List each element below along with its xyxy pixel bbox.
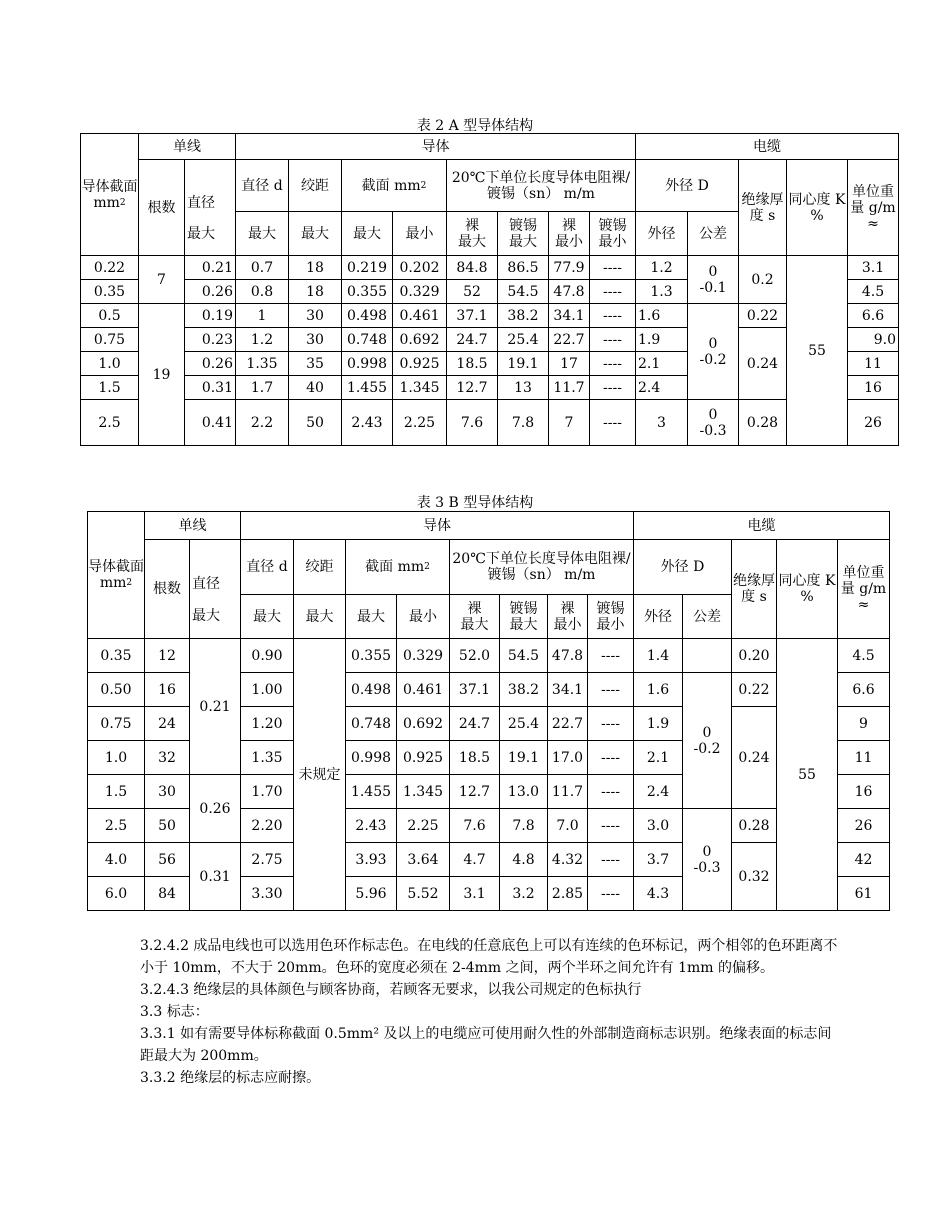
- table-cell: 52: [447, 280, 498, 304]
- table-cell: 0 -0.2: [683, 673, 732, 809]
- table-cell: 2.1: [636, 352, 688, 376]
- header-bare-max: 裸 最大: [450, 595, 500, 639]
- table-cell: ----: [588, 639, 634, 673]
- table-cell: 77.9: [549, 256, 590, 280]
- table-cell: 50: [145, 809, 190, 843]
- table-cell: 16: [848, 376, 899, 400]
- table-cell: 6.0: [88, 877, 145, 911]
- table-cell: 1.7: [236, 376, 289, 400]
- table-cell: 7.8: [498, 400, 549, 446]
- table-cell: 0.21: [185, 256, 236, 280]
- table2-caption: 表 2 A 型导体结构: [416, 118, 534, 134]
- table-cell: 86.5: [498, 256, 549, 280]
- table-cell: 24.7: [450, 707, 500, 741]
- header-insulation: 绝缘厚度 s: [739, 160, 787, 256]
- table-cell: 18.5: [447, 352, 498, 376]
- table-cell: 3.2: [500, 877, 548, 911]
- table-cell: 1.455: [346, 775, 397, 809]
- table-cell: 3.1: [848, 256, 899, 280]
- header-max: 最大: [236, 212, 289, 256]
- table-cell: 0.41: [185, 400, 236, 446]
- table-cell: 2.25: [397, 809, 450, 843]
- table-cell: 18.5: [450, 741, 500, 775]
- table-cell: 0.32: [732, 843, 777, 911]
- table-cell: 13.0: [500, 775, 548, 809]
- header-area: 截面 $mm^2$: [346, 540, 450, 595]
- table-cell: 1.35: [236, 352, 289, 376]
- table-cell: 0.35: [88, 639, 145, 673]
- table-cell: ----: [588, 843, 634, 877]
- header-bare-max: 裸 最大: [447, 212, 498, 256]
- header-min: 最小: [393, 212, 447, 256]
- table-cell: 0.219: [342, 256, 393, 280]
- table-cell: ----: [590, 280, 636, 304]
- table-cell: 9: [838, 707, 890, 741]
- table-cell: 5.96: [346, 877, 397, 911]
- table-cell: 56: [145, 843, 190, 877]
- header-area: 截面 $mm^2$: [342, 160, 447, 212]
- paragraph-3-2-4-3: 3.2.4.3 绝缘层的具体颜色与顾客协商，若顾客无要求，以我公司规定的色标执行: [140, 982, 642, 998]
- paragraph-3-2-4-2: 3.2.4.2 成品电线也可以选用色环作标志色。在电线的任意底色上可以有连续的色环标记，两个相邻的色环距离不小于 10mm，不大于 20mm。色环的宽度必须在 2-4mm 之间，两个半环之间允许有 1mm 的偏移。: [140, 938, 838, 976]
- table-cell: ----: [590, 256, 636, 280]
- table-cell: 1.35: [241, 741, 294, 775]
- header-diameter: 直径 最大: [185, 160, 236, 256]
- header-cable: 电缆: [634, 512, 890, 540]
- table-cell: 1.3: [636, 280, 688, 304]
- header-conductor: 导体: [236, 134, 636, 160]
- table-cell: 0.22: [81, 256, 139, 280]
- table-cell: 2.43: [342, 400, 393, 446]
- table-cell: 0.498: [342, 304, 393, 328]
- table-cell: 0.692: [393, 328, 447, 352]
- header-single-wire: 单线: [139, 134, 236, 160]
- table-cell: 1.00: [241, 673, 294, 707]
- table-cell: 42: [838, 843, 890, 877]
- table-cell: 17.0: [548, 741, 588, 775]
- table-cell: 2.75: [241, 843, 294, 877]
- table-cell: 55: [777, 639, 838, 911]
- table-cell: 12.7: [447, 376, 498, 400]
- table-cell: 26: [838, 809, 890, 843]
- table-cell: 2.5: [88, 809, 145, 843]
- table-cell: 19: [139, 304, 185, 446]
- table-cell: 7.6: [447, 400, 498, 446]
- paragraph-3-3-2: 3.3.2 绝缘层的标志应耐擦。: [140, 1070, 321, 1086]
- table-cell: 30: [289, 328, 342, 352]
- table-cell: 1.9: [634, 707, 683, 741]
- table-cell: 1.345: [393, 376, 447, 400]
- table-cell: 11: [848, 352, 899, 376]
- table-cell: 1.5: [81, 376, 139, 400]
- table-cell: 0 -0.3: [688, 400, 739, 446]
- table-cell: 0.28: [732, 809, 777, 843]
- table-cell: 1.6: [634, 673, 683, 707]
- table-cell: 0.461: [393, 304, 447, 328]
- table-cell: 16: [838, 775, 890, 809]
- header-diam-d: 直径 d: [236, 160, 289, 212]
- table-cell: 4.8: [500, 843, 548, 877]
- table-cell: ----: [590, 352, 636, 376]
- table-cell: ----: [590, 304, 636, 328]
- table-cell: 0.8: [236, 280, 289, 304]
- table-cell: 0 -0.3: [683, 809, 732, 911]
- header-insulation: 绝缘厚度 s: [732, 540, 777, 639]
- table-cell: 54.5: [500, 639, 548, 673]
- table-cell: 61: [838, 877, 890, 911]
- table-cell: 3: [636, 400, 688, 446]
- table-cell: 12: [145, 639, 190, 673]
- table-cell: 7: [139, 256, 185, 304]
- table-cell: 2.20: [241, 809, 294, 843]
- table-cell: 17: [549, 352, 590, 376]
- table-cell: 0.925: [393, 352, 447, 376]
- table-cell: 55: [787, 256, 848, 446]
- header-bare-min: 裸 最小: [548, 595, 588, 639]
- header-max: 最大: [342, 212, 393, 256]
- table-cell: 4.3: [634, 877, 683, 911]
- header-outer: 外径: [634, 595, 683, 639]
- table-cell: 7.6: [450, 809, 500, 843]
- header-max: 最大: [346, 595, 397, 639]
- table-cell: 0.355: [342, 280, 393, 304]
- table-cell: 0.329: [397, 639, 450, 673]
- header-resistance: 20℃下单位长度导体电阻裸/镀锡（sn） m/m: [450, 540, 634, 595]
- header-concentric: 同心度 K %: [777, 540, 838, 639]
- table-cell: 2.4: [636, 376, 688, 400]
- header-bare-min: 裸 最小: [549, 212, 590, 256]
- table-cell: 3.0: [634, 809, 683, 843]
- header-tinned-min: 镀锡 最小: [588, 595, 634, 639]
- table3-caption: 表 3 B 型导体结构: [416, 495, 534, 511]
- table-cell: 38.2: [498, 304, 549, 328]
- table-cell: 0.925: [397, 741, 450, 775]
- table-cell: 30: [145, 775, 190, 809]
- table-cell: ----: [588, 707, 634, 741]
- table-cell: 0.998: [346, 741, 397, 775]
- table-cell: 25.4: [500, 707, 548, 741]
- header-tinned-max: 镀锡 最大: [498, 212, 549, 256]
- table-cell: ----: [588, 741, 634, 775]
- table-cell: 3.1: [450, 877, 500, 911]
- table-cell: 25.4: [498, 328, 549, 352]
- paragraph-3-3: 3.3 标志：: [140, 1004, 209, 1020]
- table-cell: 52.0: [450, 639, 500, 673]
- table-cell: 0.498: [346, 673, 397, 707]
- table-cell: 19.1: [500, 741, 548, 775]
- table-cell: 12.7: [450, 775, 500, 809]
- table-cell: 0.26: [190, 775, 241, 843]
- table-cell: 4.5: [848, 280, 899, 304]
- table2: [80, 133, 899, 446]
- table-cell: ----: [590, 400, 636, 446]
- header-outer: 外径: [636, 212, 688, 256]
- table-cell: 11: [838, 741, 890, 775]
- table-cell: ----: [588, 809, 634, 843]
- table-cell: 34.1: [548, 673, 588, 707]
- table-cell: 54.5: [498, 280, 549, 304]
- header-outer-d: 外径 D: [636, 160, 739, 212]
- header-weight: 单位重量 g/m ≈: [848, 160, 899, 256]
- table-cell: 6.6: [838, 673, 890, 707]
- table-cell: 4.7: [450, 843, 500, 877]
- table-cell: 0.22: [732, 673, 777, 707]
- table-cell: 18: [289, 256, 342, 280]
- table-cell: 7: [549, 400, 590, 446]
- table-cell: 1.2: [636, 256, 688, 280]
- table-cell: 84: [145, 877, 190, 911]
- table-cell: 1.0: [81, 352, 139, 376]
- table-cell: 1.0: [88, 741, 145, 775]
- table-cell: 4.5: [838, 639, 890, 673]
- table-cell: 3.7: [634, 843, 683, 877]
- table-cell: 0.5: [81, 304, 139, 328]
- table-cell: 24.7: [447, 328, 498, 352]
- table-cell: 2.85: [548, 877, 588, 911]
- table-cell: 7.8: [500, 809, 548, 843]
- table-cell: 84.8: [447, 256, 498, 280]
- table-cell: 2.43: [346, 809, 397, 843]
- header-tolerance: 公差: [683, 595, 732, 639]
- table-cell: ----: [588, 877, 634, 911]
- table-cell: 0.20: [732, 639, 777, 673]
- table-cell: 1.70: [241, 775, 294, 809]
- table-cell: 0.24: [739, 328, 787, 400]
- table-cell: 0.692: [397, 707, 450, 741]
- table-cell: ----: [590, 328, 636, 352]
- header-section: 导体截面 $mm^2$: [88, 512, 145, 639]
- table-cell: 37.1: [450, 673, 500, 707]
- table-cell: 0.2: [739, 256, 787, 304]
- table-cell: 0.26: [185, 352, 236, 376]
- table-cell: 47.8: [549, 280, 590, 304]
- body-text: [140, 935, 840, 1089]
- header-tinned-min: 镀锡 最小: [590, 212, 636, 256]
- table-cell: 0.26: [185, 280, 236, 304]
- table-cell: 2.4: [634, 775, 683, 809]
- table-cell: 1: [236, 304, 289, 328]
- table-cell: 4.0: [88, 843, 145, 877]
- table-cell: 1.20: [241, 707, 294, 741]
- table-cell: 0.355: [346, 639, 397, 673]
- table-cell: 未规定: [294, 639, 346, 911]
- table-cell: ----: [590, 376, 636, 400]
- table-cell: 34.1: [549, 304, 590, 328]
- table-cell: ----: [588, 775, 634, 809]
- header-tolerance: 公差: [688, 212, 739, 256]
- header-max: 最大: [289, 212, 342, 256]
- table-cell: 37.1: [447, 304, 498, 328]
- table-cell: 26: [848, 400, 899, 446]
- table-cell: 0.21: [190, 639, 241, 775]
- table-cell: 3.93: [346, 843, 397, 877]
- table-cell: 0.75: [81, 328, 139, 352]
- table-cell: 0.23: [185, 328, 236, 352]
- table-cell: 2.1: [634, 741, 683, 775]
- table-cell: 0.75: [88, 707, 145, 741]
- table-cell: 0.748: [346, 707, 397, 741]
- table-cell: 0.998: [342, 352, 393, 376]
- table-cell: 30: [289, 304, 342, 328]
- table-cell: 1.5: [88, 775, 145, 809]
- table-cell: 0.28: [739, 400, 787, 446]
- table-cell: 1.345: [397, 775, 450, 809]
- paragraph-3-3-1: 3.3.1 如有需要导体标称截面 0.5mm² 及以上的电缆应可使用耐久性的外部制造商标志识别。绝缘表面的标志间距最大为 200mm。: [140, 1026, 832, 1064]
- table-cell: 0.35: [81, 280, 139, 304]
- table-cell: 0.202: [393, 256, 447, 280]
- table-cell: 38.2: [500, 673, 548, 707]
- header-conductor: 导体: [241, 512, 634, 540]
- header-cable: 电缆: [636, 134, 899, 160]
- header-max: 最大: [294, 595, 346, 639]
- header-diameter: 直径 最大: [190, 540, 241, 639]
- table-cell: 32: [145, 741, 190, 775]
- table-cell: 50: [289, 400, 342, 446]
- table-cell: 1.455: [342, 376, 393, 400]
- header-weight: 单位重量 g/m ≈: [838, 540, 890, 639]
- table-cell: 13: [498, 376, 549, 400]
- table-cell: 35: [289, 352, 342, 376]
- table-cell: 0.24: [732, 707, 777, 809]
- header-count: 根数: [139, 160, 185, 256]
- table-cell: 22.7: [549, 328, 590, 352]
- header-diam-d: 直径 d: [241, 540, 294, 595]
- table-cell: 5.52: [397, 877, 450, 911]
- header-lay: 绞距: [289, 160, 342, 212]
- header-section: 导体截面 $mm^2$: [81, 134, 139, 256]
- table-cell: 19.1: [498, 352, 549, 376]
- table-cell: 24: [145, 707, 190, 741]
- table-cell: 0.461: [397, 673, 450, 707]
- table-cell: 3.30: [241, 877, 294, 911]
- table-cell: 11.7: [549, 376, 590, 400]
- table-cell: 18: [289, 280, 342, 304]
- header-tinned-max: 镀锡 最大: [500, 595, 548, 639]
- table-cell: 2.5: [81, 400, 139, 446]
- header-min: 最小: [397, 595, 450, 639]
- table-cell: 0.22: [739, 304, 787, 328]
- table-cell: 0 -0.2: [688, 304, 739, 400]
- header-outer-d: 外径 D: [634, 540, 732, 595]
- table-cell: 0.19: [185, 304, 236, 328]
- table-cell: 0.748: [342, 328, 393, 352]
- table-cell: 0.7: [236, 256, 289, 280]
- header-count: 根数: [145, 540, 190, 639]
- header-lay: 绞距: [294, 540, 346, 595]
- table-cell: 9.0: [848, 328, 899, 352]
- table-cell: 22.7: [548, 707, 588, 741]
- table3: [87, 511, 890, 911]
- table-cell: 0.50: [88, 673, 145, 707]
- table-cell: 1.6: [636, 304, 688, 328]
- table-cell: 1.2: [236, 328, 289, 352]
- header-single-wire: 单线: [145, 512, 241, 540]
- table-cell: 47.8: [548, 639, 588, 673]
- header-resistance: 20℃下单位长度导体电阻裸/镀锡（sn） m/m: [447, 160, 636, 212]
- table-cell: 4.32: [548, 843, 588, 877]
- header-max: 最大: [241, 595, 294, 639]
- table-cell: 16: [145, 673, 190, 707]
- table-cell: 3.64: [397, 843, 450, 877]
- table-cell: 0.31: [190, 843, 241, 911]
- table-cell: [683, 639, 732, 673]
- table-cell: 6.6: [848, 304, 899, 328]
- table-cell: 0.329: [393, 280, 447, 304]
- table-cell: 40: [289, 376, 342, 400]
- header-concentric: 同心度 K %: [787, 160, 848, 256]
- table-cell: 0.90: [241, 639, 294, 673]
- table-cell: 0 -0.1: [688, 256, 739, 304]
- table-cell: 2.2: [236, 400, 289, 446]
- table-cell: 1.4: [634, 639, 683, 673]
- table-cell: 11.7: [548, 775, 588, 809]
- table-cell: ----: [588, 673, 634, 707]
- table-cell: 1.9: [636, 328, 688, 352]
- table-cell: 7.0: [548, 809, 588, 843]
- table-cell: 0.31: [185, 376, 236, 400]
- table-cell: 2.25: [393, 400, 447, 446]
